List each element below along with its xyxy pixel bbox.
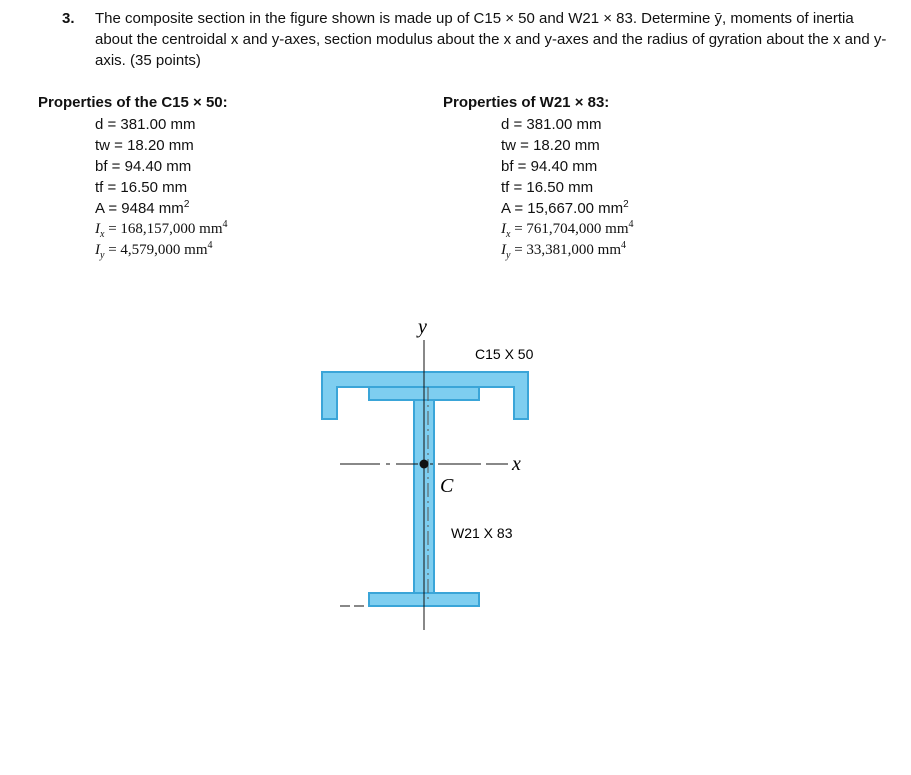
w21-iy: $I_y = 33,381,000$ $mm^4$: [501, 240, 626, 261]
c15-d: d = 381.00 mm: [95, 116, 196, 133]
w21-ix: $I_x = 761,704,000$ $mm^4$: [501, 219, 634, 240]
w21-area: A = 15,667.00 $mm^2$: [501, 199, 629, 217]
wide-flange-label: W21 X 83: [451, 525, 513, 541]
problem-number: 3.: [62, 10, 75, 27]
w21-tf: tf = 16.50 mm: [501, 179, 594, 196]
problem-text: The composite section in the figure shown is made up of C15 × 50 and W21 × 83. Determine ȳ, moments of inertia about the centroidal x and y-axes, section modulus about the x and y-axes and the radius of gyration about the x and y-axis. (35 points): [95, 10, 887, 69]
channel-label: C15 X 50: [475, 346, 534, 362]
c15-iy: $I_y = 4,579,000$ $mm^4$: [95, 240, 213, 261]
w21-title: Properties of W21 × 83:: [443, 94, 610, 111]
c15-bf: bf = 94.40 mm: [95, 158, 192, 175]
c15-area: A = 9484 $mm^2$: [95, 199, 190, 217]
w21-tw: tw = 18.20 mm: [501, 137, 600, 154]
y-axis-label: y: [418, 316, 427, 338]
centroid-point: [420, 460, 429, 469]
x-axis-label: x: [512, 453, 521, 475]
w21-bf: bf = 94.40 mm: [501, 158, 598, 175]
c15-tf: tf = 16.50 mm: [95, 179, 188, 196]
c15-title: Properties of the C15 × 50:: [38, 94, 228, 111]
centroid-label: C: [440, 475, 454, 497]
c15-ix: $I_x = 168,157,000$ $mm^4$: [95, 219, 228, 240]
w21-d: d = 381.00 mm: [501, 116, 602, 133]
c15-tw: tw = 18.20 mm: [95, 137, 194, 154]
